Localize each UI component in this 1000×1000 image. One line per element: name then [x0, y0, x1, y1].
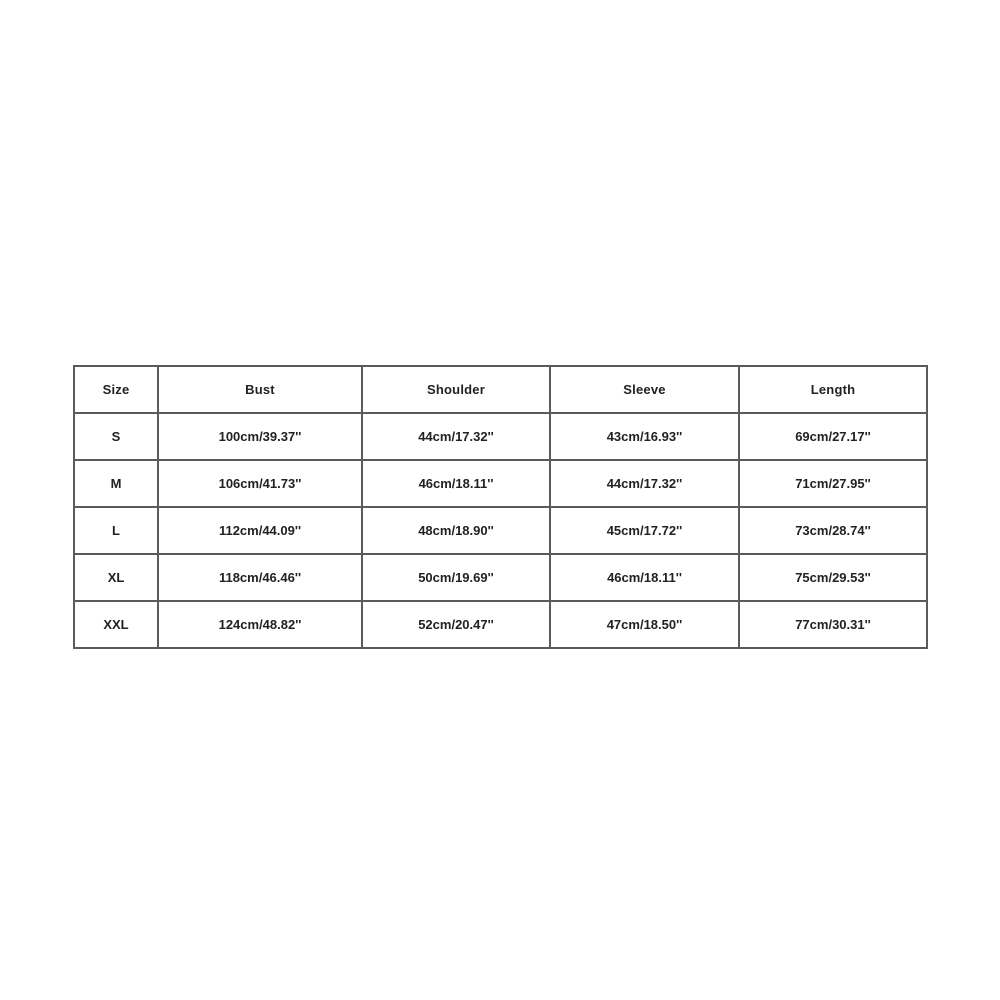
size-cell: M: [74, 460, 158, 507]
shoulder-cell: 52cm/20.47'': [362, 601, 550, 648]
length-cell: 69cm/27.17'': [739, 413, 927, 460]
sleeve-cell: 47cm/18.50'': [550, 601, 739, 648]
size-cell: S: [74, 413, 158, 460]
bust-cell: 112cm/44.09'': [158, 507, 362, 554]
header-length: Length: [739, 366, 927, 413]
sleeve-cell: 45cm/17.72'': [550, 507, 739, 554]
table-row: [74, 601, 927, 648]
shoulder-cell: 50cm/19.69'': [362, 554, 550, 601]
header-sleeve: Sleeve: [550, 366, 739, 413]
length-cell: 75cm/29.53'': [739, 554, 927, 601]
shoulder-cell: 48cm/18.90'': [362, 507, 550, 554]
length-cell: 77cm/30.31'': [739, 601, 927, 648]
shoulder-cell: 46cm/18.11'': [362, 460, 550, 507]
header-bust: Bust: [158, 366, 362, 413]
length-cell: 71cm/27.95'': [739, 460, 927, 507]
size-chart-table: [73, 365, 928, 649]
sleeve-cell: 43cm/16.93'': [550, 413, 739, 460]
header-shoulder: Shoulder: [362, 366, 550, 413]
bust-cell: 100cm/39.37'': [158, 413, 362, 460]
table-row: [74, 507, 927, 554]
table-row: [74, 413, 927, 460]
bust-cell: 106cm/41.73'': [158, 460, 362, 507]
size-cell: XL: [74, 554, 158, 601]
length-cell: 73cm/28.74'': [739, 507, 927, 554]
size-cell: L: [74, 507, 158, 554]
table-row: [74, 554, 927, 601]
bust-cell: 118cm/46.46'': [158, 554, 362, 601]
header-size: Size: [74, 366, 158, 413]
header-row: [74, 366, 927, 413]
bust-cell: 124cm/48.82'': [158, 601, 362, 648]
sleeve-cell: 46cm/18.11'': [550, 554, 739, 601]
shoulder-cell: 44cm/17.32'': [362, 413, 550, 460]
sleeve-cell: 44cm/17.32'': [550, 460, 739, 507]
size-cell: XXL: [74, 601, 158, 648]
table-row: [74, 460, 927, 507]
